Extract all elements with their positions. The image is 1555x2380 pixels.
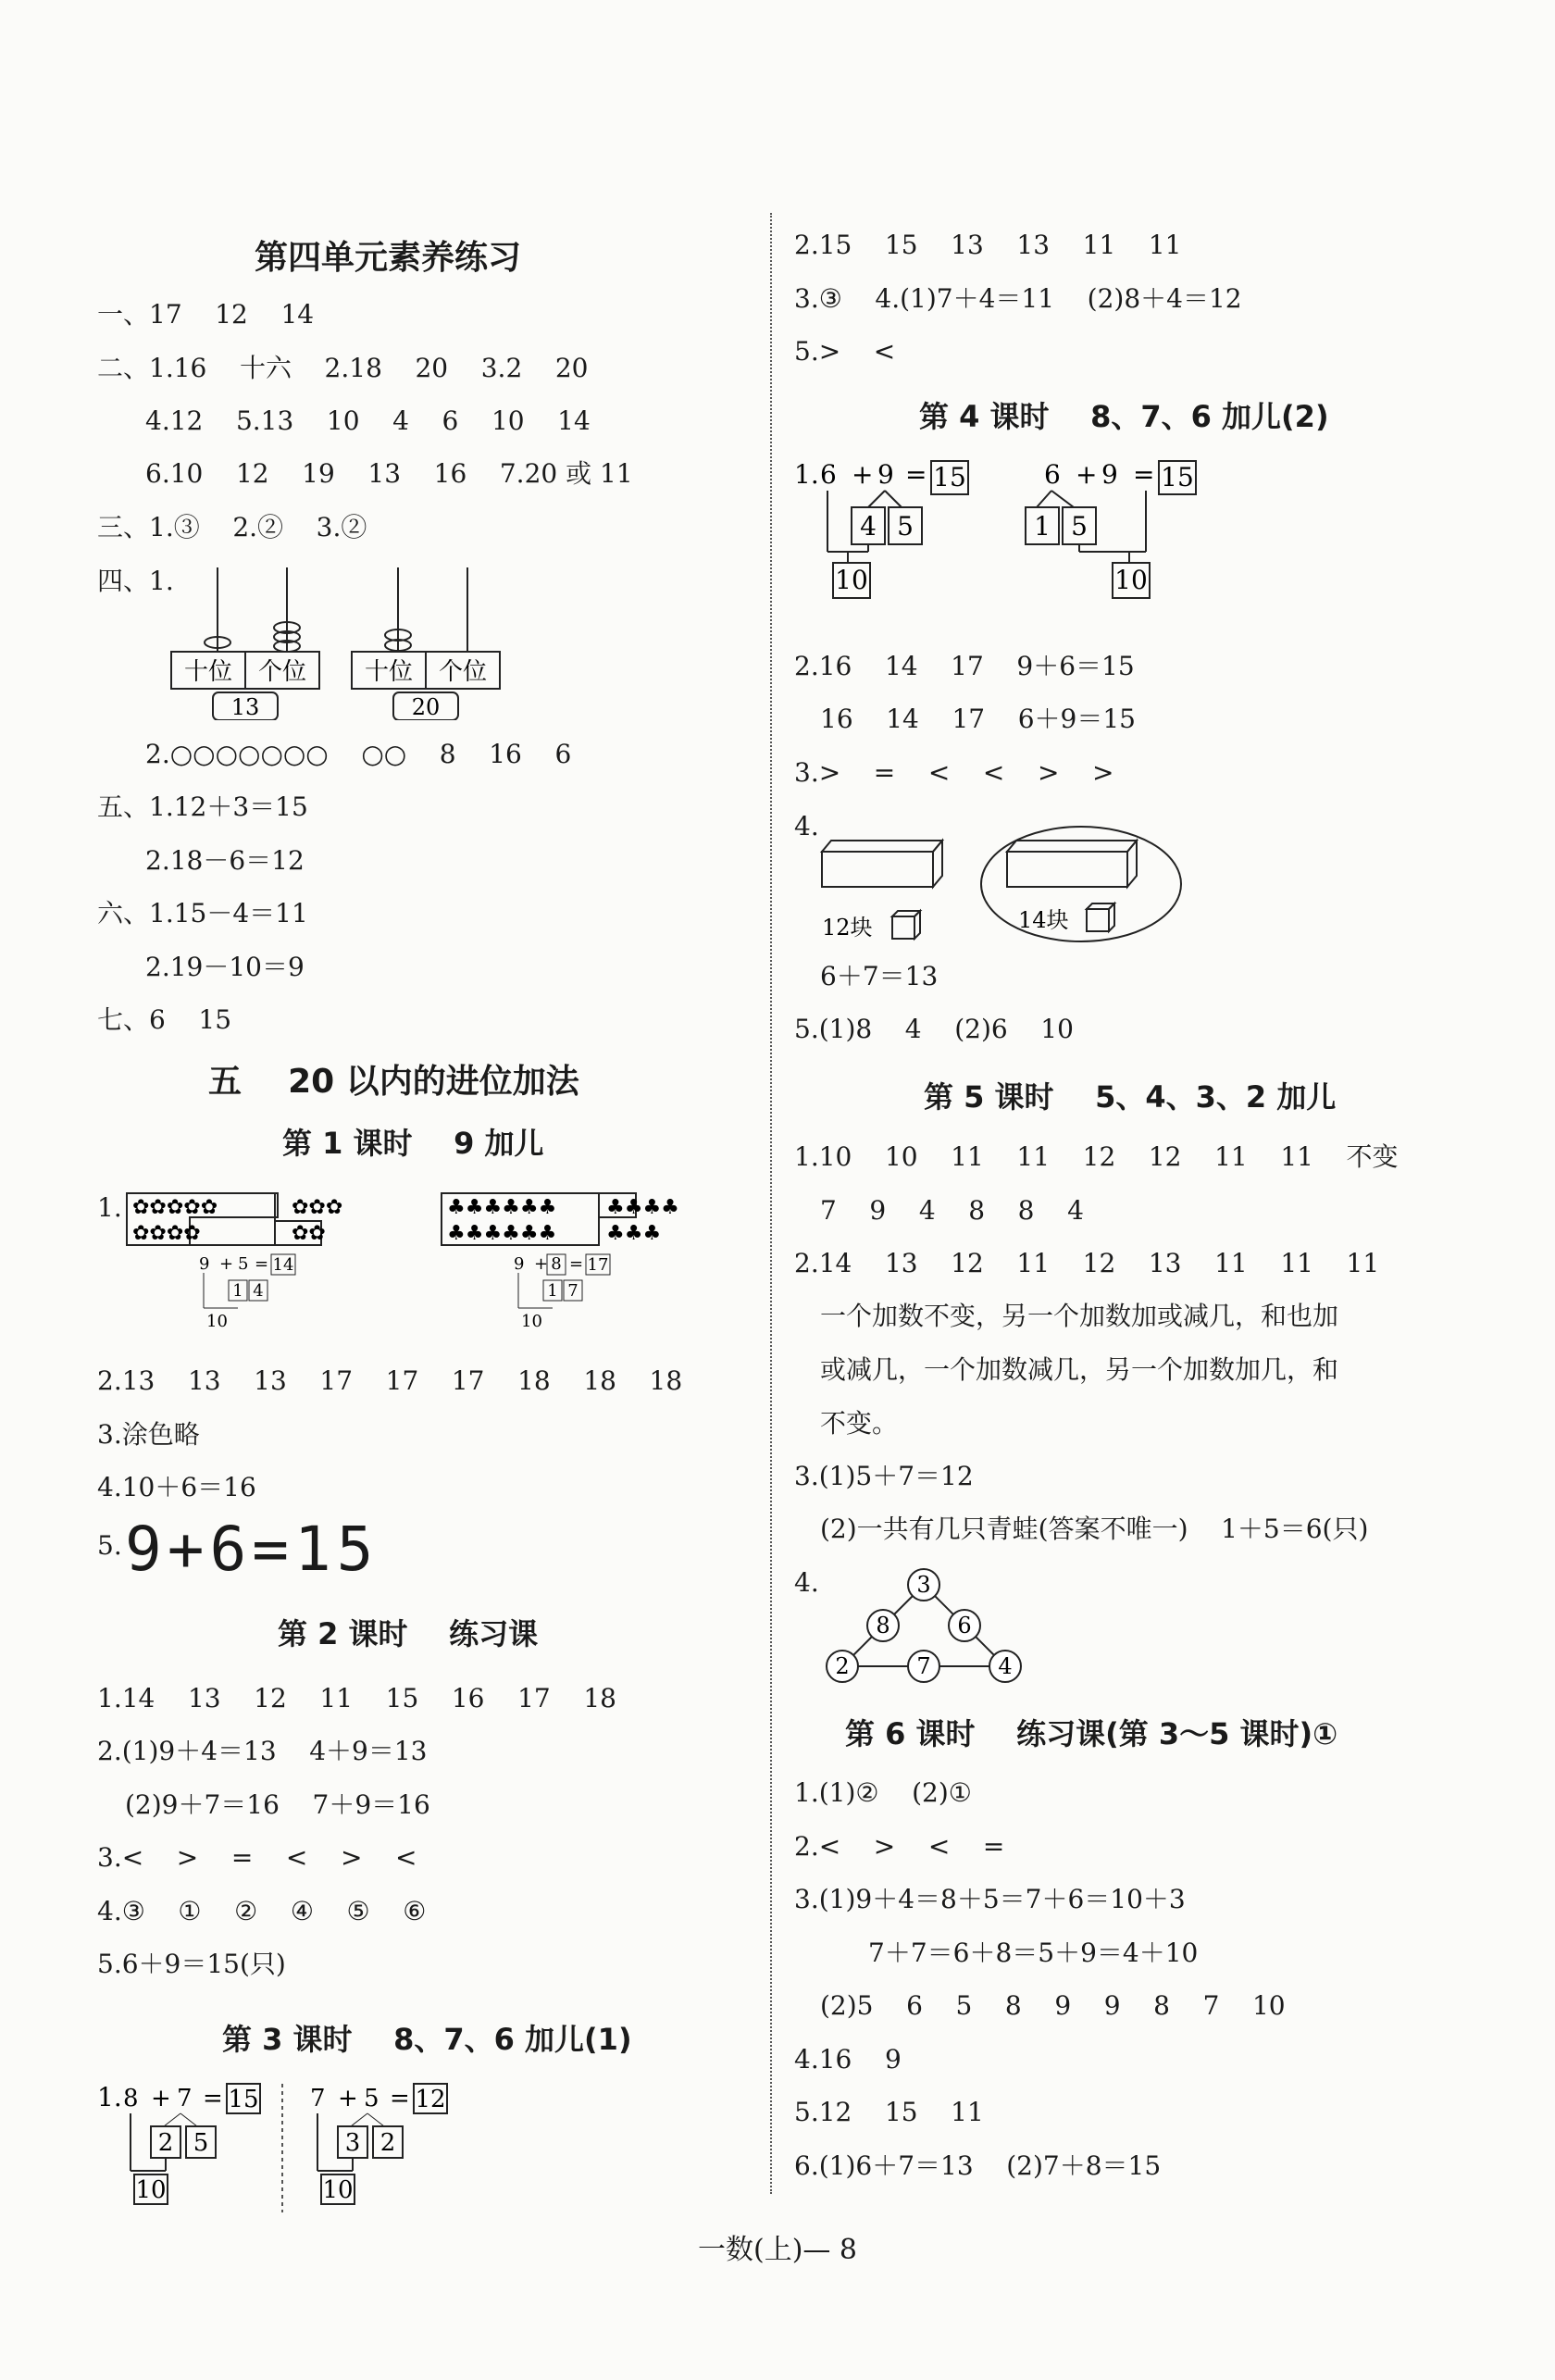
grouping-figure bbox=[125, 1190, 764, 1328]
svg-text:=: = bbox=[905, 459, 927, 490]
make-ten-d bbox=[1026, 459, 1196, 598]
svg-text:个位: 个位 bbox=[438, 658, 488, 686]
svg-text:2: 2 bbox=[835, 1653, 850, 1679]
svg-text:5: 5 bbox=[897, 511, 914, 542]
answer-line: 2.18－6＝12 bbox=[145, 845, 305, 876]
svg-text:+: + bbox=[338, 2085, 358, 2112]
abacus-label-tens: 十位 bbox=[183, 658, 233, 686]
answer-line: 4.12 5.13 10 4 6 10 14 bbox=[145, 405, 591, 436]
make-ten-b bbox=[310, 2084, 447, 2204]
answer-line: 2.(1)9＋4＝13 4＋9＝13 bbox=[97, 1736, 428, 1766]
column-divider bbox=[770, 213, 772, 2194]
svg-text:8: 8 bbox=[123, 2085, 139, 2112]
svg-text:9: 9 bbox=[514, 1254, 525, 1274]
triangle-figure bbox=[813, 1564, 1035, 1685]
abacus-20 bbox=[352, 567, 500, 720]
mushroom-group bbox=[442, 1193, 679, 1245]
svg-text:5: 5 bbox=[364, 2085, 379, 2112]
answer-line: 2.15 15 13 13 11 11 bbox=[794, 230, 1182, 260]
svg-text:12块: 12块 bbox=[822, 915, 873, 941]
answer-line: 4.16 9 bbox=[794, 2044, 902, 2075]
answer-line: 2.14 13 12 11 12 13 11 11 11 bbox=[794, 1248, 1380, 1278]
answer-line: 七、6 15 bbox=[97, 1004, 232, 1035]
svg-text:6: 6 bbox=[1044, 459, 1061, 490]
svg-text:14块: 14块 bbox=[1018, 907, 1069, 933]
answer-line: 5.(1)8 4 (2)6 10 bbox=[794, 1014, 1074, 1044]
answer-line: 6＋7＝13 bbox=[820, 961, 939, 991]
abacus-13 bbox=[171, 567, 319, 720]
svg-text:2: 2 bbox=[379, 2129, 396, 2157]
svg-text:+: + bbox=[219, 1254, 234, 1274]
leaf-icon: ✿✿✿✿ bbox=[132, 1222, 201, 1245]
answer-line: 7＋7＝6＋8＝5＋9＝4＋10 bbox=[868, 1938, 1199, 1968]
answer-line: 三、1.③ 2.② 3.② bbox=[97, 512, 367, 542]
mushroom-icon: ♣♣♣♣ bbox=[606, 1196, 679, 1219]
leaf-icon: ✿✿✿✿✿ bbox=[132, 1196, 218, 1219]
answer-line: 3.③ 4.(1)7＋4＝11 (2)8＋4＝12 bbox=[794, 283, 1242, 314]
svg-text:9: 9 bbox=[1101, 459, 1118, 490]
abacus-label-ones: 个位 bbox=[257, 658, 307, 686]
lesson-title: 第 6 课时 练习课(第 3～5 课时)① bbox=[845, 1716, 1338, 1751]
svg-text:2: 2 bbox=[157, 2129, 174, 2157]
svg-text:10: 10 bbox=[1114, 565, 1148, 595]
answer-line: 1.10 10 11 11 12 12 11 11 不变 bbox=[794, 1141, 1399, 1172]
make-ten-small-b bbox=[514, 1254, 610, 1328]
svg-text:=: = bbox=[1133, 459, 1155, 490]
page-footer: 一数(上)— 8 bbox=[697, 2234, 858, 2266]
svg-text:7: 7 bbox=[177, 2085, 193, 2112]
svg-text:12: 12 bbox=[415, 2086, 446, 2113]
svg-text:8: 8 bbox=[876, 1613, 890, 1639]
lesson-title: 第 5 课时 5、4、3、2 加儿 bbox=[924, 1079, 1337, 1115]
answer-line: 1.(1)② (2)① bbox=[794, 1777, 972, 1808]
svg-text:=: = bbox=[569, 1254, 584, 1274]
svg-text:1.: 1. bbox=[794, 459, 819, 490]
answer-line: 5.> < bbox=[794, 336, 896, 367]
answer-line: 1. bbox=[97, 1192, 122, 1223]
svg-text:7: 7 bbox=[567, 1281, 578, 1301]
svg-text:15: 15 bbox=[933, 462, 966, 492]
answer-line: 3.(1)9＋4＝8＋5＝7＋6＝10＋3 bbox=[794, 1884, 1186, 1914]
answer-line: 2.○○○○○○○ ○○ 8 16 6 bbox=[145, 739, 572, 769]
answer-line: 不变。 bbox=[820, 1408, 899, 1439]
svg-text:6: 6 bbox=[820, 459, 837, 490]
answer-line: 或减几，一个加数减几，另一个加数加几，和 bbox=[820, 1354, 1339, 1385]
svg-text:3: 3 bbox=[916, 1572, 931, 1598]
answer-line: 6.(1)6＋7＝13 (2)7＋8＝15 bbox=[794, 2150, 1162, 2181]
answer-line: 1.14 13 12 11 15 16 17 18 bbox=[97, 1683, 616, 1713]
svg-text:5: 5 bbox=[238, 1254, 249, 1274]
svg-text:4: 4 bbox=[253, 1281, 264, 1301]
svg-text:7: 7 bbox=[916, 1653, 931, 1679]
svg-text:20: 20 bbox=[411, 694, 441, 720]
svg-text:+: + bbox=[534, 1254, 549, 1274]
svg-text:1: 1 bbox=[232, 1281, 243, 1301]
lesson-title: 第 1 课时 9 加儿 bbox=[282, 1126, 544, 1161]
answer-line: 6.10 12 19 13 16 7.20 或 11 bbox=[145, 458, 633, 489]
answer-line: 5.6＋9＝15(只) bbox=[97, 1949, 286, 1979]
answer-line: 4.③ ① ② ④ ⑤ ⑥ bbox=[97, 1896, 427, 1926]
svg-text:10: 10 bbox=[835, 565, 868, 595]
make-ten-a bbox=[123, 2084, 260, 2204]
leaf-icon: ✿✿ bbox=[292, 1222, 326, 1245]
answer-line: 5.12 15 11 bbox=[794, 2097, 984, 2127]
svg-text:9: 9 bbox=[877, 459, 894, 490]
make-ten-figure bbox=[794, 455, 1461, 613]
svg-text:=: = bbox=[255, 1254, 269, 1274]
svg-text:5: 5 bbox=[1071, 511, 1088, 542]
make-ten-small-a bbox=[199, 1254, 295, 1328]
answer-line: 一个加数不变，另一个加数加或减几，和也加 bbox=[820, 1301, 1339, 1331]
answer-line: (2)5 6 5 8 9 9 8 7 10 bbox=[820, 1990, 1286, 2021]
svg-text:17: 17 bbox=[587, 1255, 609, 1275]
svg-text:1.: 1. bbox=[97, 2082, 122, 2112]
block-b bbox=[981, 827, 1181, 941]
svg-text:15: 15 bbox=[1161, 462, 1194, 492]
answer-line: 2.< > < = bbox=[794, 1831, 1005, 1862]
svg-text:7: 7 bbox=[310, 2085, 326, 2112]
svg-text:10: 10 bbox=[135, 2176, 167, 2204]
unit-title: 五 20 以内的进位加法 bbox=[208, 1063, 579, 1101]
svg-text:+: + bbox=[151, 2085, 171, 2112]
svg-text:+: + bbox=[1076, 459, 1098, 490]
mushroom-icon: ♣♣♣♣♣♣ bbox=[447, 1196, 557, 1219]
answer-line: 16 14 17 6＋9＝15 bbox=[820, 704, 1136, 734]
answer-line: 五、1.12＋3＝15 bbox=[97, 791, 308, 822]
mushroom-icon: ♣♣♣♣♣♣ bbox=[447, 1222, 557, 1245]
abacus-figure bbox=[162, 563, 606, 720]
answer-line: 3.> = < < > > bbox=[794, 757, 1114, 788]
leaf-icon: ✿✿✿ bbox=[292, 1196, 343, 1219]
svg-text:6: 6 bbox=[957, 1613, 972, 1639]
svg-text:十位: 十位 bbox=[364, 658, 414, 686]
matchstick-equation: 9+6=15 bbox=[125, 1514, 379, 1585]
answer-line: 一、17 12 14 bbox=[97, 299, 315, 330]
lesson-title: 第 2 课时 练习课 bbox=[278, 1616, 539, 1651]
svg-text:15: 15 bbox=[228, 2086, 259, 2113]
answer-line: 二、1.16 十六 2.18 20 3.2 20 bbox=[97, 353, 589, 383]
answer-line: (2)一共有几只青蛙(答案不唯一) 1＋5＝6(只) bbox=[820, 1514, 1369, 1544]
block-a bbox=[822, 841, 942, 941]
svg-text:14: 14 bbox=[272, 1255, 294, 1275]
svg-text:8: 8 bbox=[551, 1254, 562, 1274]
lesson-title: 第 3 课时 8、7、6 加儿(1) bbox=[222, 2022, 632, 2057]
answer-line: 3.< > = < > < bbox=[97, 1842, 417, 1873]
abacus-value: 13 bbox=[230, 694, 260, 720]
answer-line: 3.涂色略 bbox=[97, 1419, 200, 1450]
svg-text:+: + bbox=[852, 459, 874, 490]
answer-line: 2.16 14 17 9＋6＝15 bbox=[794, 651, 1135, 681]
answer-line: 六、1.15－4＝11 bbox=[97, 898, 308, 928]
svg-text:9: 9 bbox=[199, 1254, 210, 1274]
svg-text:3: 3 bbox=[344, 2129, 361, 2157]
leaf-group bbox=[127, 1193, 342, 1245]
svg-text:5: 5 bbox=[193, 2129, 209, 2157]
answer-line: 4. bbox=[794, 1567, 819, 1598]
answer-line: 四、1. bbox=[97, 566, 174, 596]
answer-line: 5. bbox=[97, 1530, 122, 1561]
answer-line: 3.(1)5＋7＝12 bbox=[794, 1461, 974, 1491]
answer-line: (2)9＋7＝16 7＋9＝16 bbox=[125, 1789, 430, 1820]
answer-line: 4. bbox=[794, 811, 819, 841]
svg-text:10: 10 bbox=[206, 1312, 228, 1328]
lesson-title: 第 4 课时 8、7、6 加儿(2) bbox=[919, 399, 1329, 434]
mushroom-icon: ♣♣♣ bbox=[606, 1222, 662, 1245]
make-ten-c bbox=[820, 459, 968, 598]
answer-line: 2.13 13 13 17 17 17 18 18 18 bbox=[97, 1365, 683, 1396]
answer-line: 4.10＋6＝16 bbox=[97, 1472, 256, 1502]
svg-text:=: = bbox=[390, 2085, 410, 2112]
answer-line: 7 9 4 8 8 4 bbox=[820, 1195, 1084, 1226]
svg-text:=: = bbox=[203, 2085, 223, 2112]
block-figure bbox=[813, 824, 1201, 953]
svg-text:4: 4 bbox=[998, 1653, 1013, 1679]
svg-text:10: 10 bbox=[521, 1312, 542, 1328]
section-title: 第四单元素养练习 bbox=[255, 239, 522, 277]
answer-line: 2.19－10＝9 bbox=[145, 952, 305, 982]
svg-text:1: 1 bbox=[547, 1281, 558, 1301]
make-ten-figure bbox=[97, 2078, 764, 2217]
svg-text:4: 4 bbox=[860, 511, 877, 542]
svg-text:1: 1 bbox=[1034, 511, 1051, 542]
svg-text:10: 10 bbox=[322, 2176, 354, 2204]
